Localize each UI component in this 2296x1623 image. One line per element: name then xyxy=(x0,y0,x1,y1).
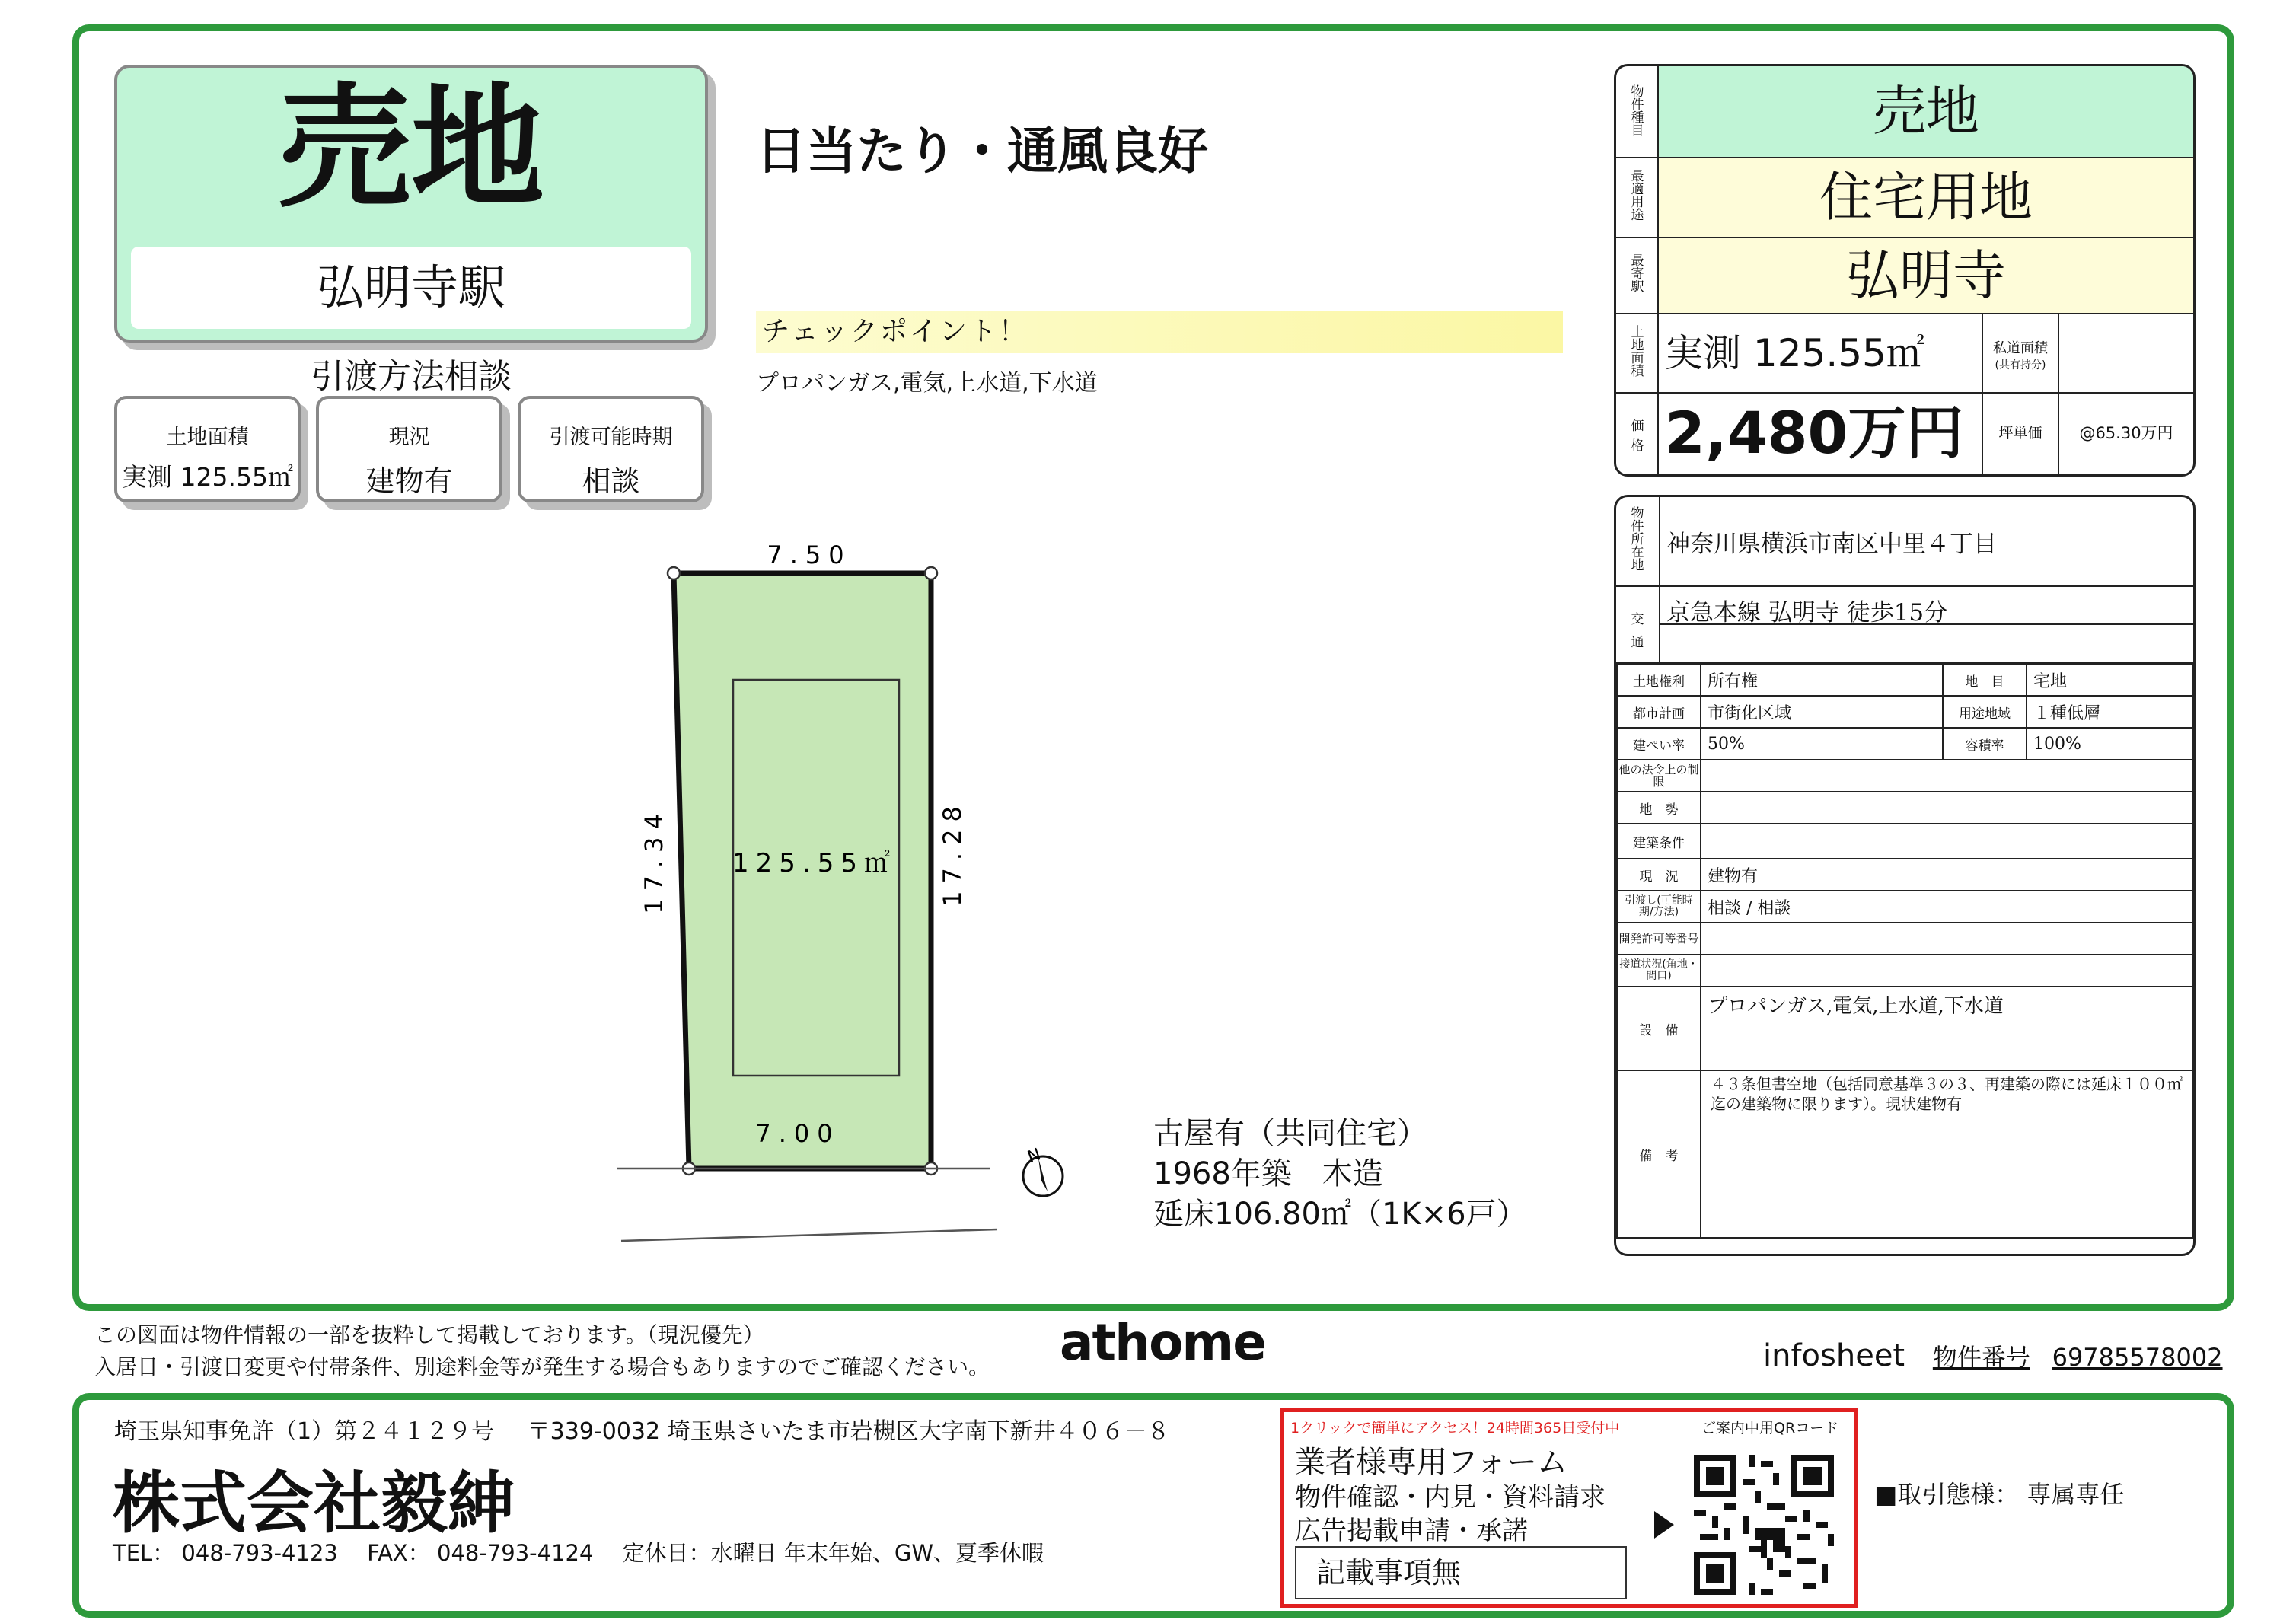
zone-value: １種低層 xyxy=(2027,696,2192,728)
chip-handover xyxy=(518,396,704,502)
chip-value: 建物有 xyxy=(365,464,453,498)
traffic-label: 交通 xyxy=(1631,612,1644,650)
summary-row-type xyxy=(1616,66,2193,158)
summary-row-area xyxy=(1616,314,2193,394)
road-line-lower xyxy=(621,1229,997,1241)
headline: 日当たり・通風良好 xyxy=(756,122,1208,180)
promo-title: 業者様専用フォーム xyxy=(1295,1445,1567,1480)
company-name: 株式会社毅紳 xyxy=(113,1464,515,1542)
detail-row xyxy=(1617,891,2192,923)
type-value: 売地 xyxy=(1873,80,1979,142)
area-value-cell xyxy=(1659,314,1983,392)
road-value xyxy=(1701,955,2192,987)
terrain-label: 地 勢 xyxy=(1617,792,1701,824)
other-law-value xyxy=(1701,760,2192,792)
north-label: N xyxy=(1025,1145,1044,1168)
build-cond-label: 建築条件 xyxy=(1617,824,1701,859)
price-value-cell xyxy=(1659,394,1983,474)
dev-permit-label: 開発許可等番号 xyxy=(1617,923,1701,955)
summary-row-price xyxy=(1616,394,2193,474)
handover-value: 相談 / 相談 xyxy=(1701,891,2192,923)
area-label: 土地面積 xyxy=(1631,325,1644,379)
terrain-value xyxy=(1701,792,2192,824)
station-value-cell xyxy=(1659,238,2193,313)
old-house-line2: 1968年築 木造 xyxy=(1153,1156,1383,1191)
far-value: 100% xyxy=(2027,728,2192,760)
detail-row xyxy=(1617,1070,2192,1238)
badge-station-box xyxy=(131,247,691,329)
zone-label: 用途地域 xyxy=(1943,696,2027,728)
badge-title: 売地 xyxy=(278,72,544,226)
detail-row xyxy=(1617,923,2192,955)
property-number-label: 物件番号 xyxy=(1932,1343,2030,1372)
detail-row xyxy=(1617,792,2192,824)
corner-point xyxy=(668,567,680,579)
remarks-label: 備 考 xyxy=(1617,1070,1701,1238)
disclaimer-line1: この図面は物件情報の一部を抜粋して掲載しております。（現況優先） xyxy=(94,1322,764,1347)
promo-box-text: 記載事項無 xyxy=(1316,1556,1462,1590)
badge-station: 弘明寺駅 xyxy=(316,260,505,315)
area-value: 実測 125.55㎡ xyxy=(1665,331,1924,375)
remarks-value: ４３条但書空地（包括同意基準３の３、再建築の際には延床１００㎡迄の建築物に限ります）。現状建物有 xyxy=(1701,1070,2192,1238)
detail-table xyxy=(1614,495,2196,1256)
private-road-sub: (共有持分) xyxy=(1995,359,2046,371)
company-license xyxy=(114,1412,1170,1446)
logo-at: at xyxy=(1060,1313,1115,1372)
road-label: 接道状況(角地・間口) xyxy=(1617,955,1701,987)
other-law-label: 他の法令上の制限 xyxy=(1617,760,1701,792)
property-number: 69785578002 xyxy=(2052,1343,2223,1372)
old-house-line1: 古屋有（共同住宅） xyxy=(1153,1116,1427,1151)
dim-bottom: 7.00 xyxy=(755,1119,840,1148)
company-address: 〒339-0032 埼玉県さいたま市岩槻区大字南下新井４０６－８ xyxy=(527,1418,1170,1445)
city-plan-label: 都市計画 xyxy=(1617,696,1701,728)
unit-price-label: 坪単価 xyxy=(1983,394,2059,474)
infosheet xyxy=(1763,1338,2223,1373)
chip-value: 相談 xyxy=(582,464,640,498)
summary-row-station xyxy=(1616,238,2193,314)
detail-grid xyxy=(1616,663,2193,1239)
traffic-value: 京急本線 弘明寺 徒歩15分 xyxy=(1666,599,1948,627)
type-label: 物件種目 xyxy=(1631,84,1644,139)
transaction-type: ■取引態様： 専属専任 xyxy=(1874,1480,2125,1509)
use-value-cell xyxy=(1659,158,2193,237)
promo-line1: 物件確認・内見・資料請求 xyxy=(1295,1482,1606,1513)
dev-permit-value xyxy=(1701,923,2192,955)
address-value: 神奈川県横浜市南区中里４丁目 xyxy=(1666,531,1997,558)
bcr-label: 建ぺい率 xyxy=(1617,728,1701,760)
delivery-note: 引渡方法相談 xyxy=(311,357,512,396)
status-label: 現 況 xyxy=(1617,859,1701,891)
detail-row xyxy=(1617,987,2192,1070)
dim-top: 7.50 xyxy=(767,540,852,569)
address-label: 物件所在地 xyxy=(1631,506,1644,573)
company-contact: TEL： 048-793-4123 FAX： 048-793-4124 定休日：水曜日 年末年始、GW、夏季休暇 xyxy=(113,1540,1044,1566)
land-right-value: 所有権 xyxy=(1701,664,1943,696)
type-value-cell xyxy=(1659,66,2193,157)
checkpoint-title: チェックポイント！ xyxy=(762,316,1028,347)
land-right-label: 土地権利 xyxy=(1617,664,1701,696)
far-label: 容積率 xyxy=(1943,728,2027,760)
use-value: 住宅用地 xyxy=(1819,166,2033,228)
chimoku-label: 地 目 xyxy=(1943,664,2027,696)
row-traffic xyxy=(1616,587,2193,663)
detail-row xyxy=(1617,760,2192,792)
chip-value: 実測 125.55㎡ xyxy=(122,462,293,492)
city-plan-value: 市街化区域 xyxy=(1701,696,1943,728)
chimoku-value: 宅地 xyxy=(2027,664,2192,696)
equip-value: プロパンガス,電気,上水道,下水道 xyxy=(1701,987,2192,1070)
corner-point xyxy=(925,567,937,579)
promo-box[interactable] xyxy=(1280,1408,1858,1608)
checkpoint-text: プロパンガス,電気,上水道,下水道 xyxy=(756,370,1098,397)
bcr-value: 50% xyxy=(1701,728,1943,760)
qr-code-icon[interactable] xyxy=(1688,1449,1840,1601)
disclaimer-line2: 入居日・引渡日変更や付帯条件、別途料金等が発生する場合もありますのでご確認ください。 xyxy=(94,1354,990,1379)
promo-input-box[interactable] xyxy=(1295,1546,1627,1599)
private-road-label-cell xyxy=(1983,314,2059,392)
promo-top: 1クリックで簡単にアクセス！24時間365日受付中 xyxy=(1290,1420,1620,1436)
checkpoint-bar xyxy=(756,311,1563,353)
detail-row xyxy=(1617,824,2192,859)
chip-label: 現況 xyxy=(388,426,430,449)
plot-area-label: 125.55㎡ xyxy=(732,848,897,878)
station-value: 弘明寺 xyxy=(1846,244,2006,307)
old-house-note xyxy=(1153,1114,1527,1235)
use-label: 最適用途 xyxy=(1631,169,1644,223)
north-arrow-icon xyxy=(1023,1145,1063,1196)
detail-row xyxy=(1617,728,2192,760)
handover-label: 引渡し(可能時期/方法) xyxy=(1617,891,1701,923)
old-house-line3: 延床106.80㎡（1K×6戸） xyxy=(1153,1197,1527,1232)
summary-table xyxy=(1614,64,2196,477)
status-value: 建物有 xyxy=(1701,859,2192,891)
build-cond-value xyxy=(1701,824,2192,859)
equip-label: 設 備 xyxy=(1617,987,1701,1070)
plot-diagram xyxy=(594,533,1081,1264)
disclaimer xyxy=(94,1319,990,1383)
detail-row xyxy=(1617,859,2192,891)
play-arrow-icon xyxy=(1653,1510,1676,1540)
chip-label: 引渡可能時期 xyxy=(549,426,673,449)
infosheet-label: infosheet xyxy=(1763,1338,1905,1373)
license-text: 埼玉県知事免許（1）第２４１２９号 xyxy=(114,1418,495,1445)
chip-status xyxy=(316,396,502,502)
station-label: 最寄駅 xyxy=(1631,253,1644,295)
logo-home: home xyxy=(1115,1313,1265,1372)
price-value: 2,480万円 xyxy=(1665,399,1964,467)
private-road-label: 私道面積 xyxy=(1993,340,2048,356)
sale-badge xyxy=(114,65,708,343)
promo-line2: 広告掲載申請・承諾 xyxy=(1295,1516,1528,1546)
detail-row xyxy=(1617,664,2192,696)
qr-label: ご案内中用QRコード xyxy=(1701,1420,1839,1436)
athome-logo xyxy=(1060,1313,1265,1372)
detail-row xyxy=(1617,955,2192,987)
row-address xyxy=(1616,497,2193,587)
dim-right: 17.28 xyxy=(938,799,967,907)
chip-land-area xyxy=(114,396,301,502)
detail-row xyxy=(1617,696,2192,728)
price-label: 価格 xyxy=(1631,419,1644,454)
chip-label: 土地面積 xyxy=(166,426,249,449)
summary-row-use xyxy=(1616,158,2193,238)
dim-left: 17.34 xyxy=(639,806,668,914)
unit-price-value: @65.30万円 xyxy=(2079,424,2173,442)
